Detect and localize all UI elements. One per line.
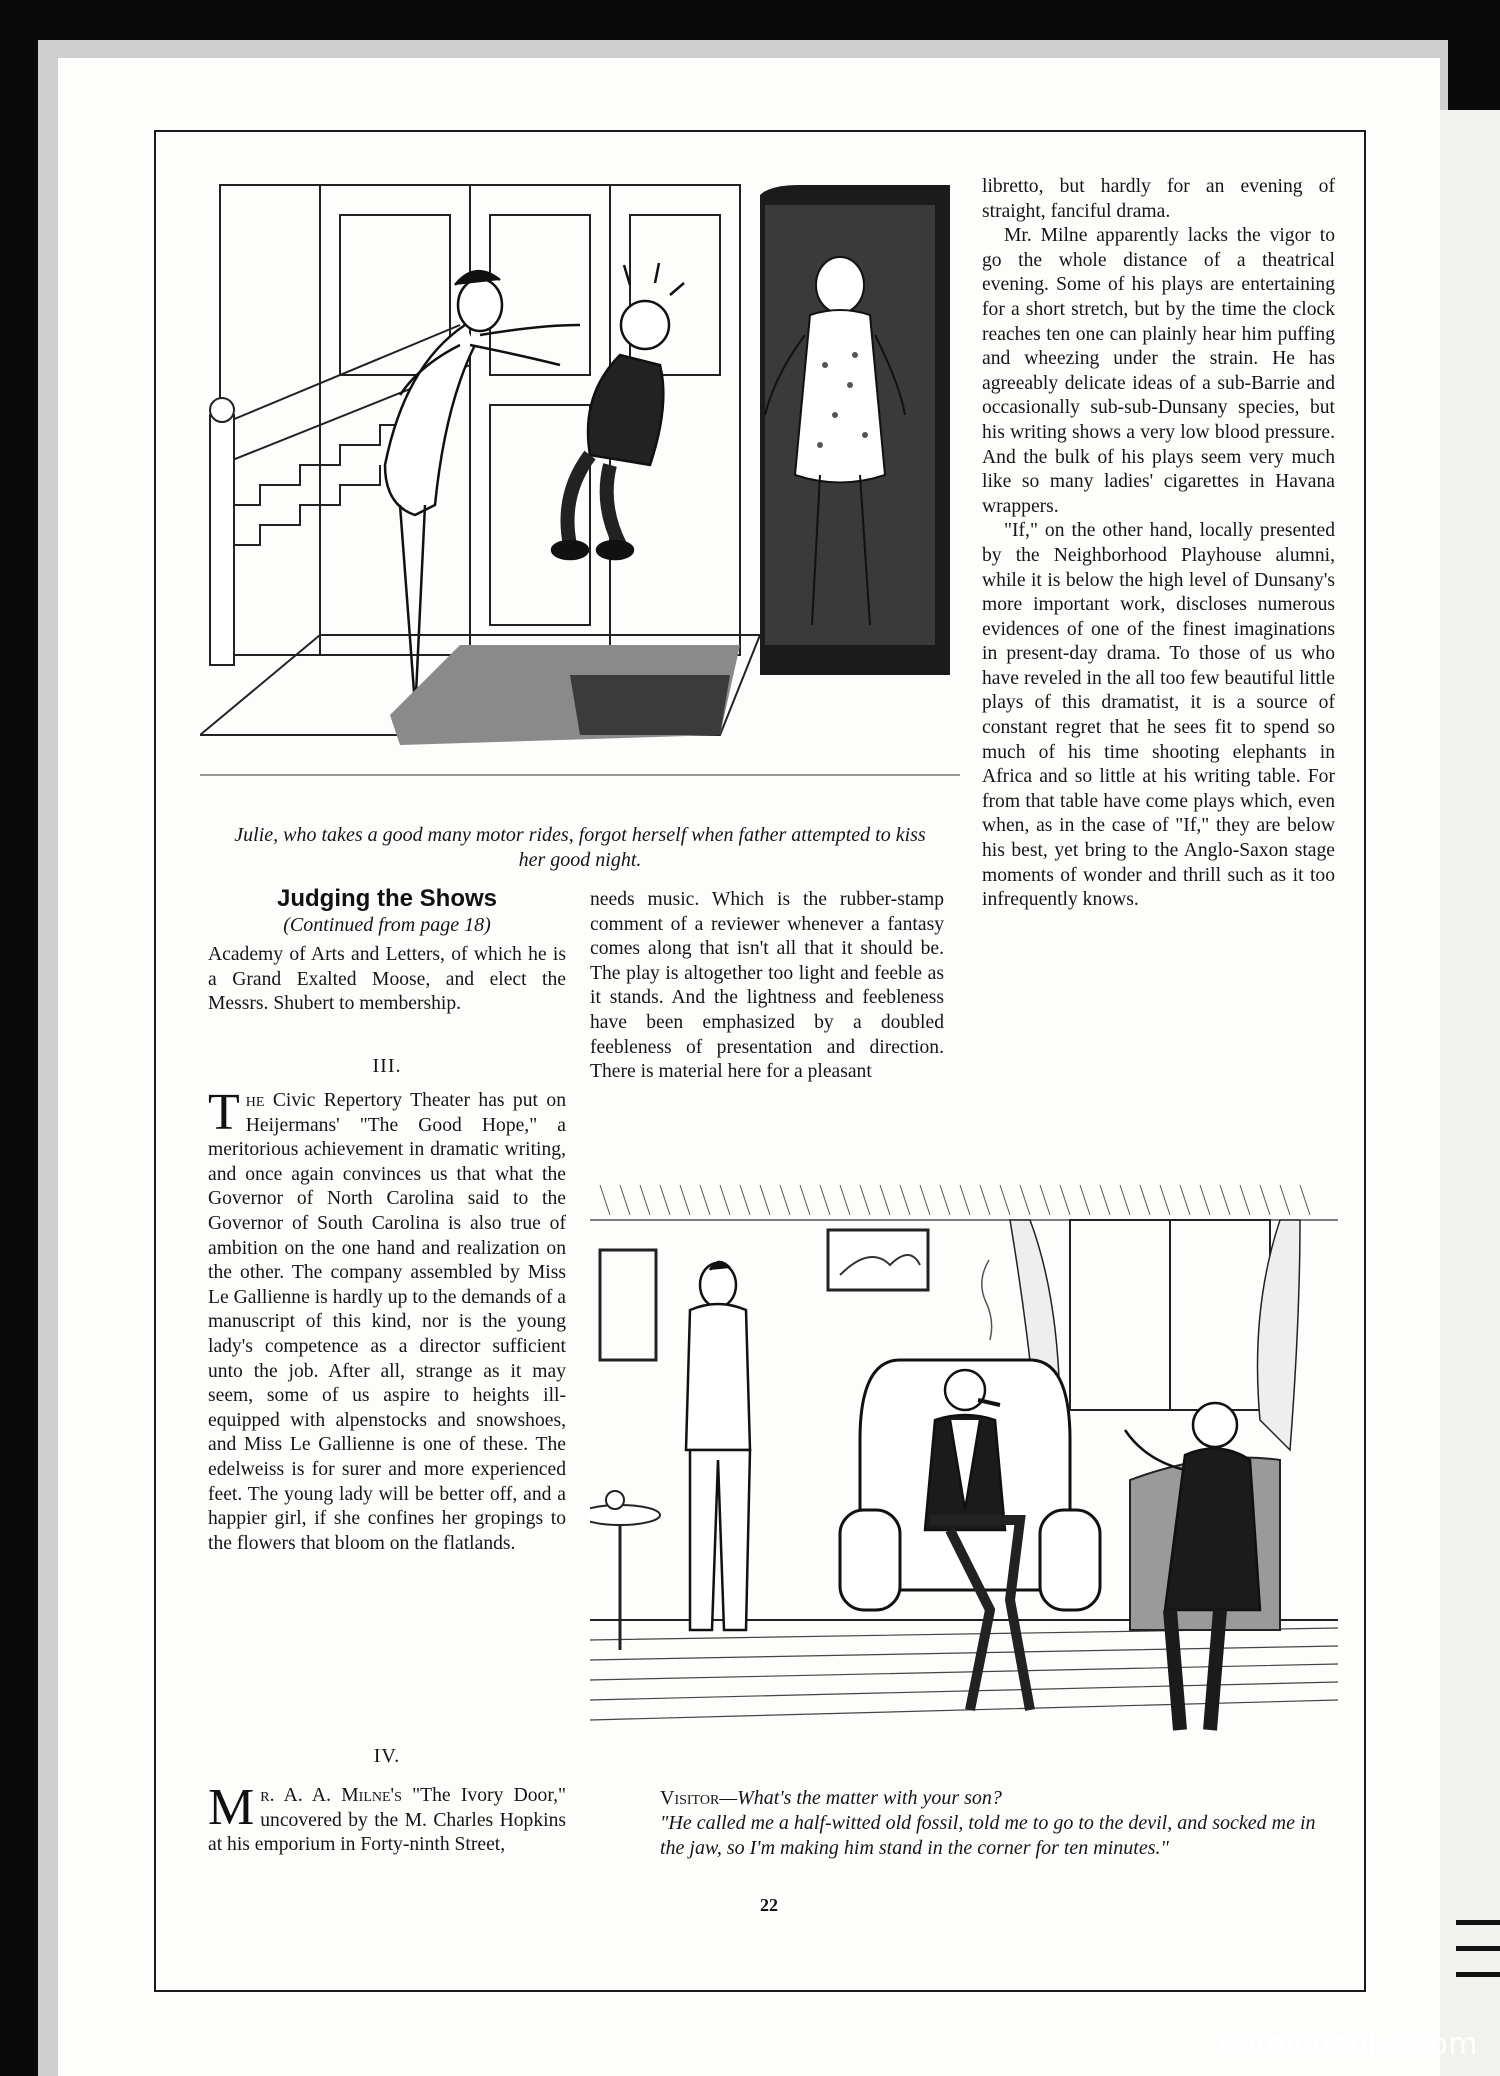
cartoon-kiss-scene <box>200 175 960 815</box>
intro-paragraph: Academy of Arts and Letters, of which he is a Grand Exalted Moose, and elect the Messrs. Shubert to membership. <box>208 944 566 1015</box>
paragraph-milne: Mr. Milne apparently lacks the vigor to go the whole distance of a theatrical evening. Some of his plays are entertaining for a short stretch, but by the time the clock reaches ten one can plainly hear him puffing and wheezing under the strain. He has agreeably delicate ideas of a sub-Barrie and occasionally sub-sub-Dunsany species, but his writing shows a very low blood pressure. And the bulk of his plays seem very much like so many ladies' cigarettes in Havana wrappers. <box>982 225 1335 517</box>
paragraph-libretto: libretto, but hardly for an evening of straight, fanciful drama. <box>982 176 1335 222</box>
section-iii-heading: III. <box>372 1055 402 1077</box>
caption-question: —What's the matter with your son? <box>719 1787 1002 1809</box>
paragraph-if: "If," on the other hand, locally presented by the Neighborhood Playhouse alumni, while it is below the high level of Dunsany's more important work, discloses numerous evidences of one of the finest imaginations in present-day drama. To those of us who have reveled in the all too few beautiful little plays of this dramatist, it is a source of constant regret that he sees fit to spend so much of his time shooting elephants in Africa and so little at his writing table. For from that table have come plays which, even when, as in the case of "If," they are below his best, yet bring to the Anglo-Saxon stage moments of wonder and thrill such as it too infrequently knows. <box>982 520 1335 911</box>
caption-speaker: Visitor <box>660 1787 720 1809</box>
section-iii-text <box>208 1084 566 1556</box>
dropcap-t: T <box>208 1084 240 1141</box>
top-caption: Julie, who takes a good many motor rides, forgot herself when father attempted to kiss her good night. <box>234 824 926 871</box>
bottom-illustration <box>590 1180 1338 1780</box>
middle-column <box>590 888 944 1085</box>
left-column-intro <box>208 943 566 1017</box>
middle-paragraph: needs music. Which is the rubber-stamp comment of a reviewer whenever a fantasy comes along that isn't all that it should be. The play is altogether too light and feeble as it stands. And the lightness and feebleness have been emphasized by a doubled feebleness of presentation and direction. There is material here for a pleasant <box>590 889 944 1083</box>
right-column-top <box>982 175 1335 913</box>
continued-note: (Continued from page 18) <box>283 914 491 936</box>
article-title: Judging the Shows <box>277 885 497 912</box>
smallcaps-he: he <box>245 1090 265 1111</box>
section-iv-text <box>208 1779 566 1858</box>
page-number: 22 <box>760 1895 778 1915</box>
smallcaps-mr-milne: r. A. A. Milne's <box>260 1785 402 1806</box>
next-page-edge <box>1440 110 1500 2076</box>
caption-answer: "He called me a half-witted old fossil, told me to go to the devil, and socked me in the jaw, so I'm making him stand in the corner for ten minutes." <box>660 1812 1316 1859</box>
watermark-text: comicbooks.com <box>1219 2027 1478 2062</box>
bottom-caption <box>660 1786 1318 1861</box>
cartoon-visitor-scene <box>590 1180 1338 1780</box>
top-illustration <box>200 175 960 815</box>
section-iii-body: Civic Repertory Theater has put on Heijermans' "The Good Hope," a meritorious achievement in dramatic writing, and once again convinces us that what the Governor of North Carolina said to the Governor of South Carolina is also true of ambition on the one hand and realization on the other. The company assembled by Miss Le Gallienne is hardly up to the demands of a manuscript of this kind, nor is the young lady's competence as a director sufficient unto the job. After all, strange as it may seem, some of us aspire to heights ill-equipped with alpenstocks and snowshoes, and Miss Le Gallienne is one of these. The edelweiss is for surer and more experienced feet. The young lady will be better off, and a happier girl, if she confines her gropings to the flowers that bloom on the flatlands. <box>208 1090 566 1554</box>
section-iv-body: "The Ivory Door," uncovered by the M. Charles Hopkins at his emporium in Forty-ninth Street, <box>208 1785 566 1856</box>
dropcap-m: M <box>208 1779 255 1836</box>
section-iv-heading: IV. <box>373 1745 401 1767</box>
